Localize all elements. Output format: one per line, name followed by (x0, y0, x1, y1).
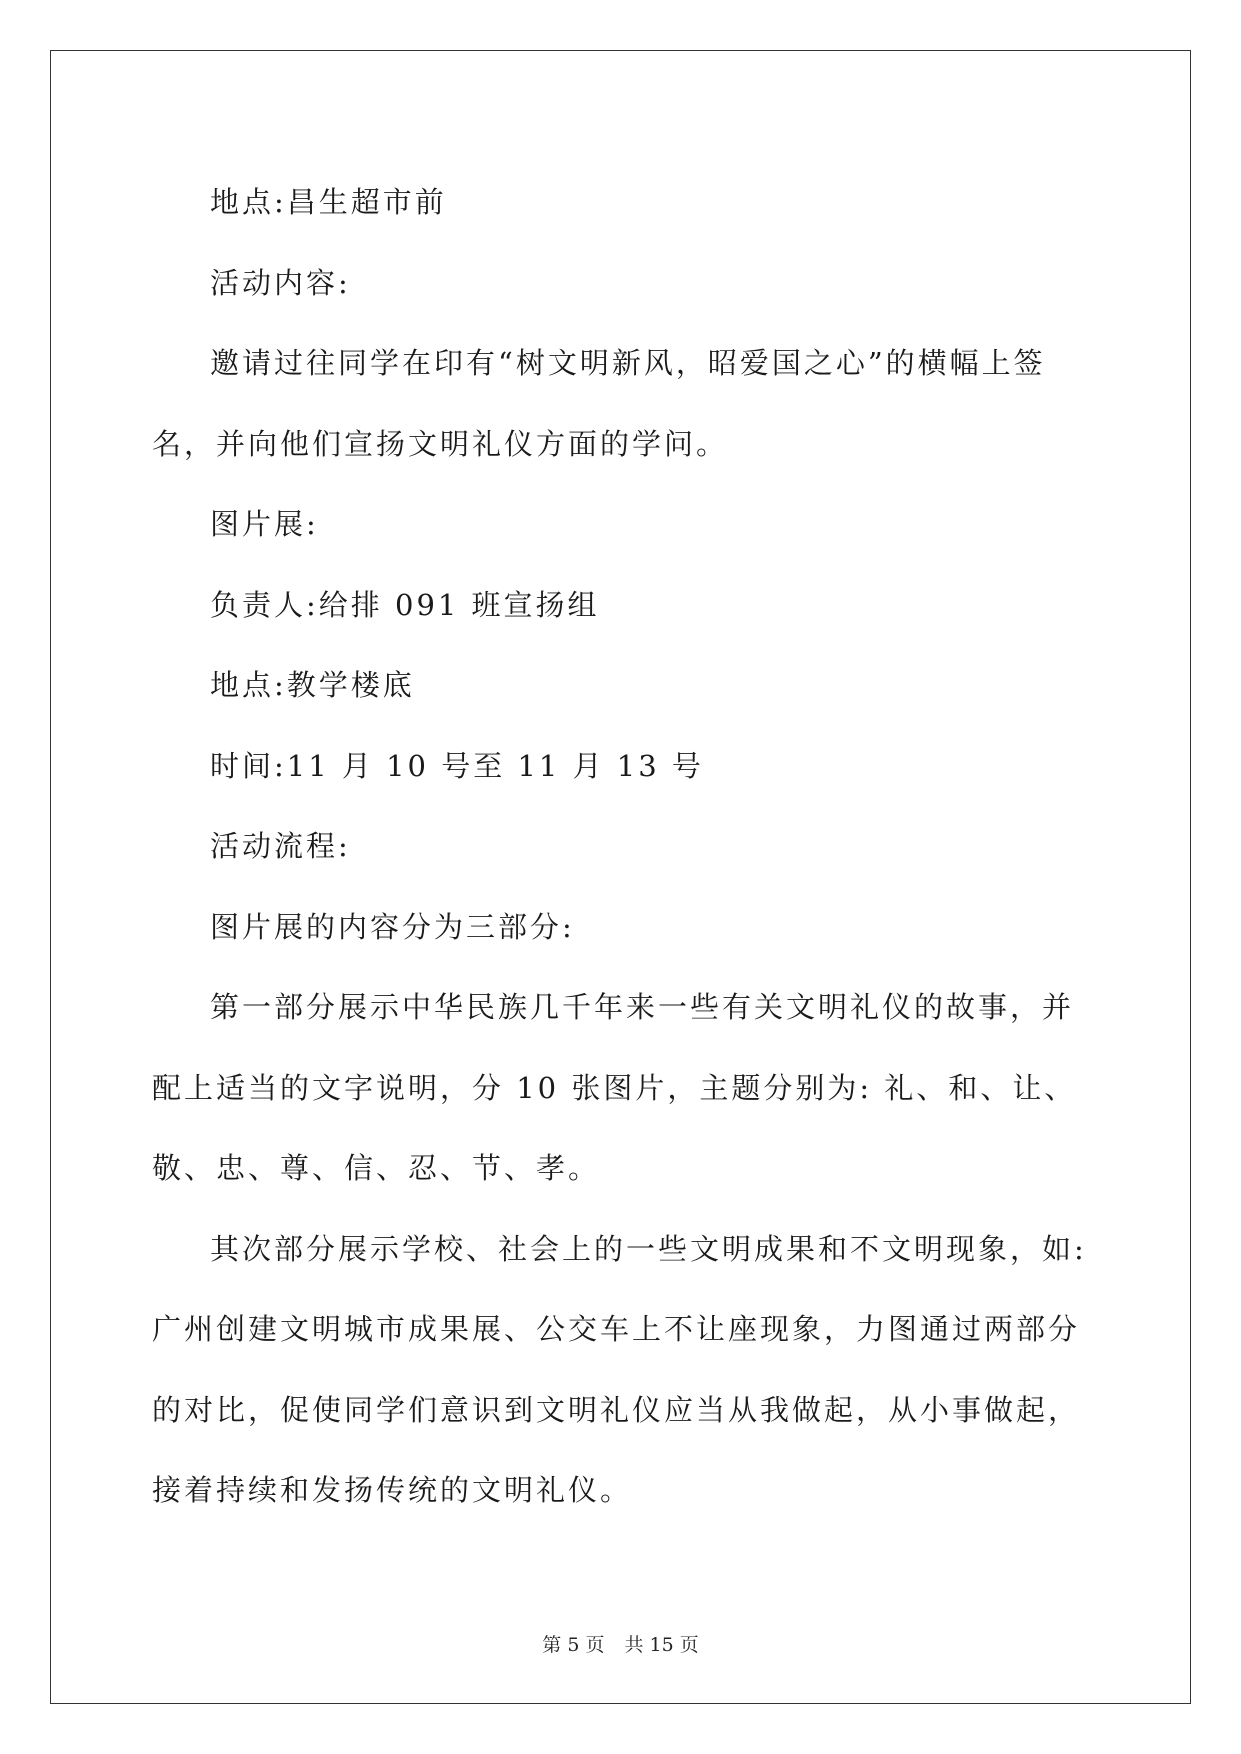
paragraph-part-two: 其次部分展示学校、社会上的一些文明成果和不文明现象，如: 广州创建文明城市成果展、公交车上不让座现象，力图通过两部分的对比，促使同学们意识到文明礼仪应当从我做起，从小事做起，接着持续和发扬传统的文明礼仪。 (152, 1231, 1087, 1507)
page-number-current: 第 5 页 (542, 1634, 605, 1656)
paragraph-exhibit-parts: 图片展的内容分为三部分: (210, 909, 575, 944)
paragraph-part-one: 第一部分展示中华民族几千年来一些有关文明礼仪的故事，并配上适当的文字说明，分 10 张图片，主题分别为: 礼、和、让、敬、忠、尊、信、忍、节、孝。 (152, 990, 1077, 1185)
paragraph-exhibit-location: 地点:教学楼底 (210, 668, 415, 702)
page-footer (0, 1630, 1241, 1657)
paragraph-person-in-charge: 负责人:给排 091 班宣扬组 (210, 587, 600, 622)
paragraph-exhibit-time: 时间:11 月 10 号至 11 月 13 号 (210, 748, 704, 783)
paragraph-location: 地点:昌生超市前 (210, 185, 447, 219)
document-body (152, 162, 1097, 1531)
paragraph-activity-content-heading: 活动内容: (210, 265, 351, 300)
paragraph-process-heading: 活动流程: (210, 829, 351, 863)
paragraph-photo-exhibit-heading: 图片展: (210, 507, 319, 541)
paragraph-signature-activity: 邀请过往同学在印有“树文明新风，昭爱国之心”的横幅上签名，并向他们宣扬文明礼仪方面的学问。 (152, 346, 1046, 461)
page-number-total: 共 15 页 (624, 1634, 699, 1656)
